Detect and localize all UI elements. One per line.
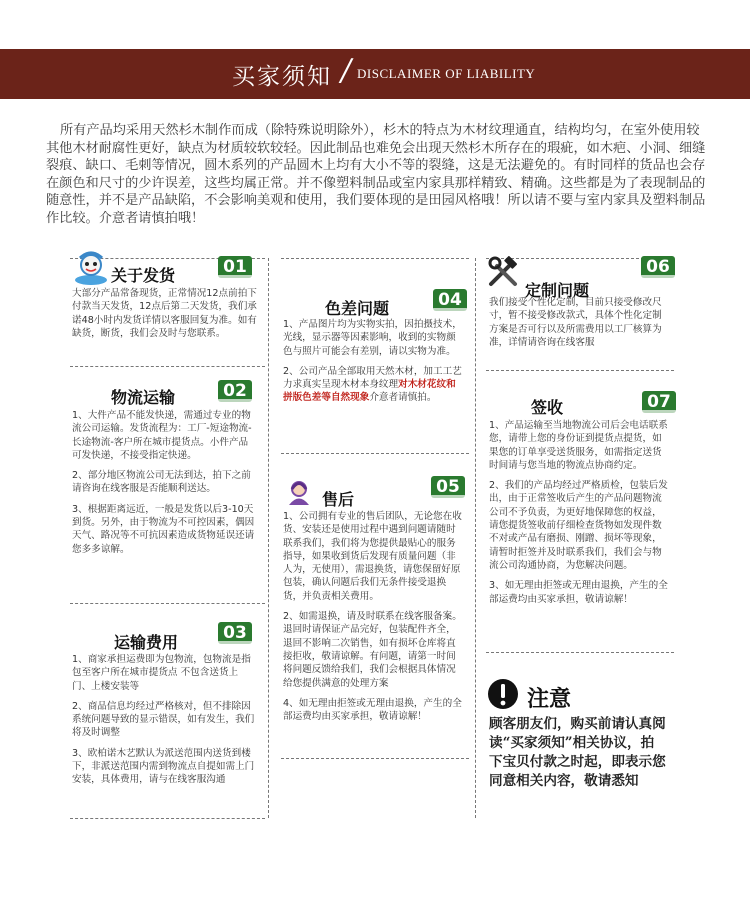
exclamation-icon — [487, 678, 519, 714]
row-divider — [70, 366, 265, 367]
paragraph — [283, 365, 463, 405]
section-body-custom — [489, 296, 669, 356]
section-number-badge: 06 — [641, 256, 675, 278]
section-body-fees — [72, 653, 257, 794]
paragraph: 2、部分地区物流公司无法到达，拍下之前请咨询在线客服是否能顺利送达。 — [72, 470, 251, 495]
section-body-sign — [489, 419, 669, 613]
customer-service-icon — [285, 478, 313, 510]
paragraph: 2、商品信息均经过严格核对，但不排除因系统问题导致的显示错误，如有发生，我们将及时调整 — [72, 700, 255, 739]
section-title-sign: 签收 — [531, 398, 564, 417]
section-title-fees: 运输费用 — [114, 633, 179, 652]
tools-icon — [487, 256, 519, 292]
section-title-after-sales: 售后 — [322, 490, 355, 509]
paragraph: 3、根据距离远近，一般是发货以后3-10天到货。另外，由于物流为不可控因素，偶因天气、路况等不可抗因素造成货物延误还请您多多谅解。 — [72, 503, 255, 555]
paragraph-tail: 介意者请慎拍。 — [369, 392, 437, 404]
section-body-shipping — [72, 287, 257, 347]
section-title-logistics: 物流运输 — [111, 388, 176, 407]
row-divider — [281, 453, 469, 454]
banner-subtitle: DISCLAIMER OF LIABILITY — [357, 66, 536, 81]
row-divider — [281, 258, 469, 259]
paragraph: 2、如需退换，请及时联系在线客服备案。退回时请保证产品完好，包装配件齐全，退回不影响二次销售，如有损坏仓库将直接拒收，敬请谅解。有问题，请第一时间将问题反馈给我们，我们会根据具体情况给您提供满意的处理方案 — [283, 611, 462, 689]
paragraph: 1、商家承担运费即为包物流，包物流是指包至客户所在城市提货点 不包含送货上门、上楼安装等 — [72, 654, 251, 692]
section-body-color-diff — [283, 318, 463, 412]
delivery-mascot-icon — [72, 250, 110, 290]
section-number-badge: 01 — [218, 256, 252, 278]
header-banner — [0, 49, 750, 99]
section-number-badge: 03 — [218, 622, 252, 644]
section-title-shipping: 关于发货 — [111, 266, 176, 285]
paragraph: 4、如无理由拒签或无理由退换，产生的全部运费均由买家承担，敬请谅解！ — [283, 697, 462, 723]
paragraph: 1、产品运输至当地物流公司后会电话联系您，请带上您的身份证到提货点提货，如果您的订单享受送货服务，如需指定送货时间请与您当地的物流点协商约定。 — [489, 420, 668, 471]
paragraph: 1、产品图片均为实物实拍，因拍摄技术，光线，显示器等因素影响，收到的实物颜色与照片可能会有差别，请以实物为准。 — [283, 319, 462, 357]
row-divider — [70, 603, 265, 604]
paragraph: 3、如无理由拒签或无理由退换，产生的全部运费均由买家承担，敬请谅解！ — [489, 580, 668, 605]
banner-slash: / — [341, 53, 352, 88]
section-number-badge: 04 — [433, 289, 467, 311]
notice-body: 顾客朋友们，购买前请认真阅读“买家须知”相关协议，拍下宝贝付款之时起，即表示您同意相关内容，敬请悉知 — [489, 716, 666, 789]
row-divider — [486, 652, 674, 653]
section-number-badge: 07 — [642, 391, 676, 413]
column-divider — [268, 258, 269, 818]
row-divider — [281, 758, 469, 759]
paragraph: 3、欧柏诺木艺默认为派送范围内送货到楼下，非派送范围内需到物流点自提如需上门安装，具体费用，请与在线客服沟通 — [72, 747, 255, 786]
row-divider — [70, 818, 265, 819]
intro-paragraph: 所有产品均采用天然杉木制作而成（除特殊说明除外），杉木的特点为木材纹理通直，结构均匀，在室外使用较其他木材耐腐性更好，缺点为材质较软较轻。因此制品也难免会出现天然杉木所存在的瑕疵，如木疤、小洞、细缝裂痕、缺口、毛刺等情况，圆木系列的产品圆木上均有大小不等的裂缝，这是无法避免的。有时同样的货品也会存在颜色和尺寸的少许误差，这些均属正常。并不像塑料制品或室内家具那样精致、精确。这些都是为了表现制品的随意性，并不是产品缺陷，不会影响美观和使用，我们要体现的是田园风格哦！所以请不要与室内家具及塑料制品作比较。介意者请慎拍哦！ — [46, 123, 706, 226]
row-divider — [486, 370, 674, 371]
banner-title: 买家须知 — [232, 64, 332, 90]
paragraph: 大部分产品常备现货，正常情况12点前拍下付款当天发货，12点后第二天发货，我们承诺48小时内发货详情以客服回复为准。如有缺货，断货，我们会及时与您联系。 — [72, 288, 257, 339]
section-body-after-sales — [283, 510, 465, 730]
section-number-badge: 02 — [218, 380, 252, 402]
paragraph-text: 2、公司产品全部取用天然木材，加工工艺力求真实呈现木材本身纹理 — [283, 365, 462, 391]
paragraph: 我们接受个性化定制，目前只接受修改尺寸，暂不接受修改款式，具体个性化定制方案是否可行以及所需费用以工厂核算为准，详情请咨询在线客服 — [489, 297, 662, 348]
section-title-color-diff: 色差问题 — [325, 299, 390, 318]
warning-highlight: 对木材花纹和拼版色差等自然现象 — [283, 379, 456, 404]
section-body-logistics — [72, 409, 257, 563]
section-title-custom: 定制问题 — [525, 281, 590, 300]
section-number-badge: 05 — [431, 476, 465, 498]
notice-title: 注意 — [527, 686, 572, 712]
paragraph: 1、公司拥有专业的售后团队，无论您在收货、安装还是使用过程中遇到问题请随时联系我们，我们将为您提供最贴心的服务指导，如果收到货后发现有质量问题（非人为，无使用），需退换货，请您保留好原包装，确认问题后我们无条件接受退换货，并负责相关费用。 — [283, 511, 462, 602]
column-divider — [475, 258, 476, 818]
paragraph: 2、我们的产品均经过严格质检，包装后发出，由于正常签收后产生的产品问题物流公司不予负责，为更好地保障您的权益，请您提货签收前仔细检查货物如发现件数不对或产品有磨损、刚蹭、损坏等现象，请暂时拒签并及时联系我们，我们会与物流公司沟通协商，为您解决问题。 — [489, 480, 668, 571]
paragraph: 1、大件产品不能发快递，需通过专业的物流公司运输。发货流程为：工厂-短途物流-长途物流-客户所在城市提货点。小件产品可发快递，不接受指定快递。 — [72, 410, 252, 461]
